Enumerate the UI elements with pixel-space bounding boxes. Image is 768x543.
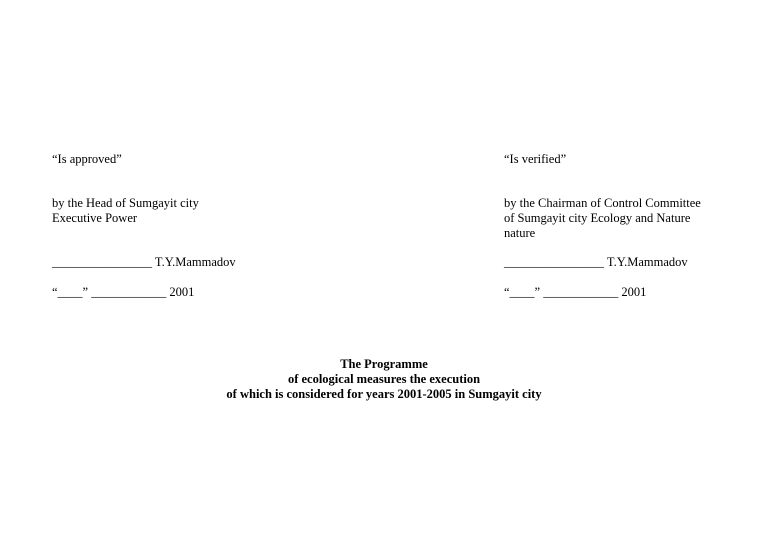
title-line-3: of which is considered for years 2001-2005 in Sumgayit city	[226, 387, 542, 401]
verification-date-line: “____” ____________ 2001	[504, 285, 647, 299]
verification-authority-line-1: by the Chairman of Control Committee	[504, 196, 701, 210]
approval-date-line: “____” ____________ 2001	[52, 285, 195, 299]
approval-authority-line-2: Executive Power	[52, 211, 138, 225]
verification-heading: “Is verified”	[504, 152, 567, 166]
approval-heading: “Is approved”	[52, 152, 122, 166]
programme-title	[0, 357, 768, 402]
verification-authority-line-3: nature	[504, 226, 536, 240]
verification-signature-line: ________________ T.Y.Mammadov	[504, 255, 688, 269]
approval-signature-line: ________________ T.Y.Mammadov	[52, 255, 236, 269]
approval-authority-line-1: by the Head of Sumgayit city	[52, 196, 199, 210]
title-line-2: of ecological measures the execution	[287, 372, 481, 386]
verification-authority-line-2: of Sumgayit city Ecology and Nature	[504, 211, 691, 225]
title-line-1: The Programme	[340, 357, 428, 371]
